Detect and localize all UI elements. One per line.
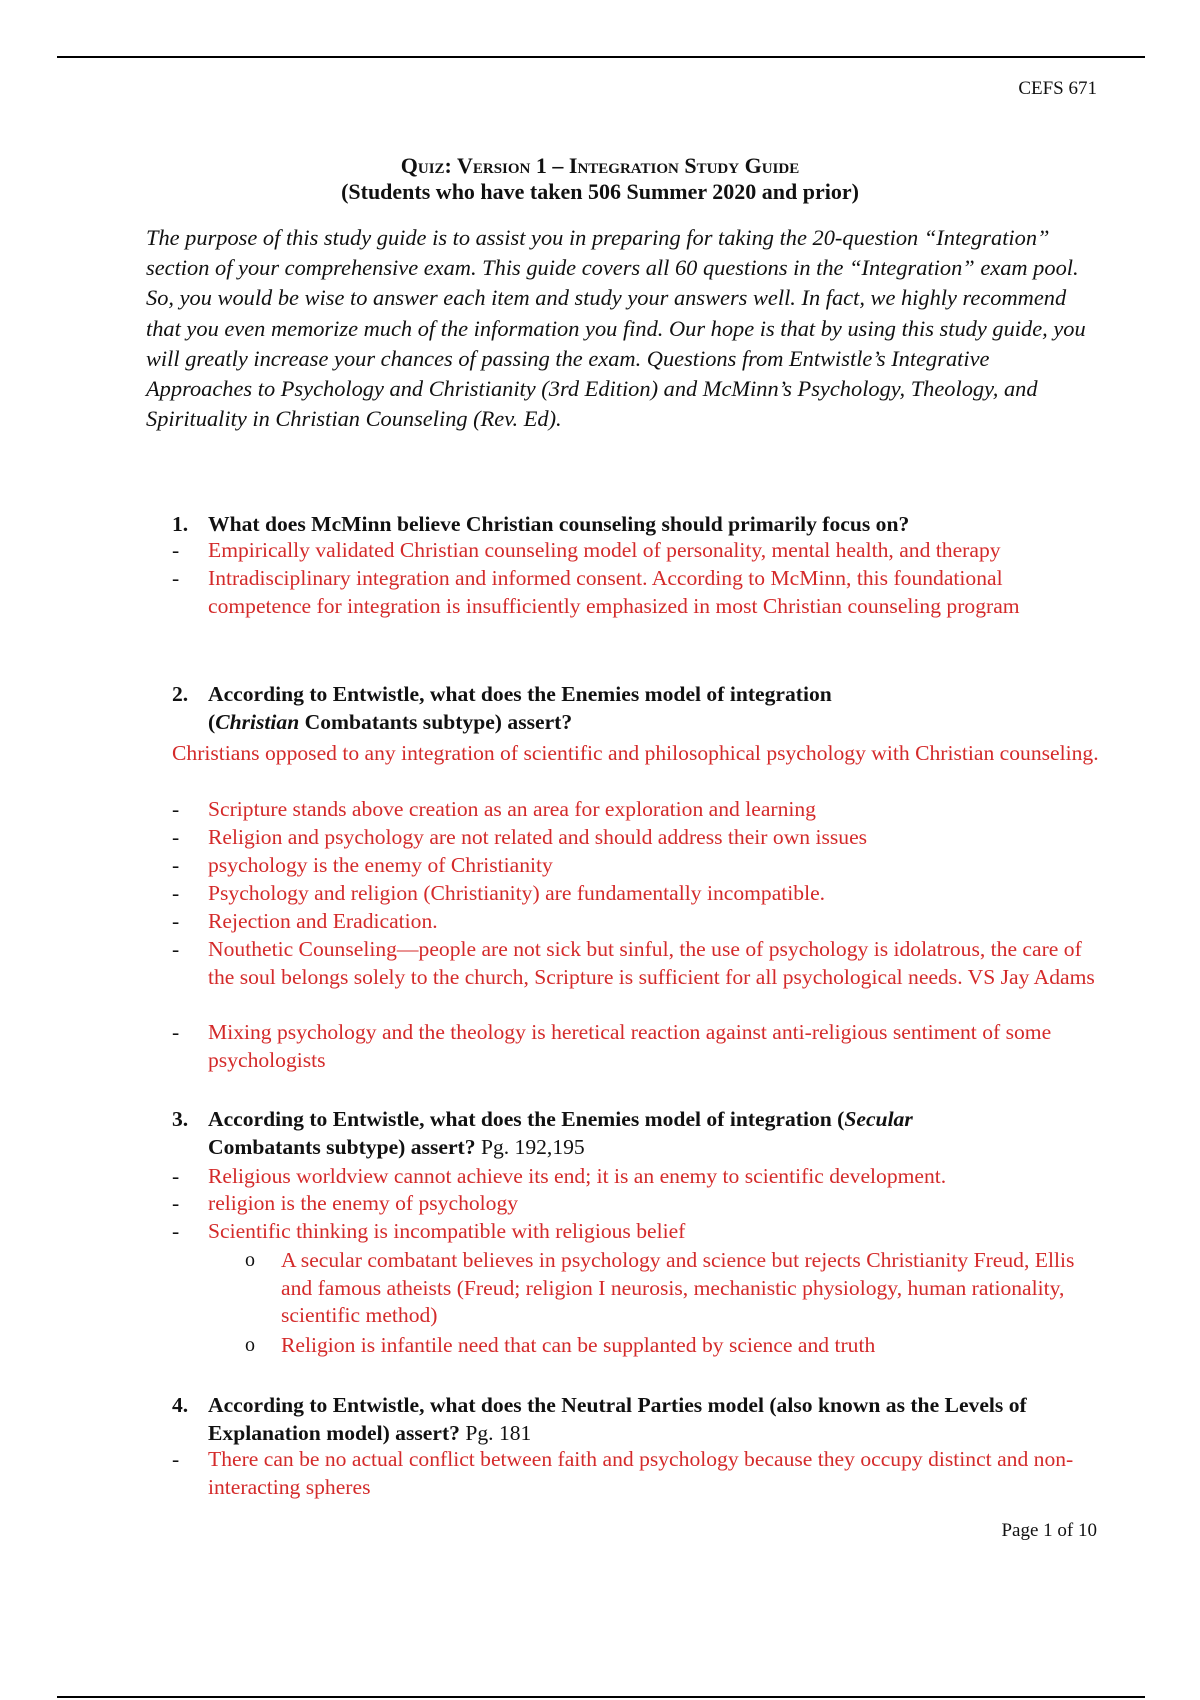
answer-item <box>172 565 1102 620</box>
question-1 <box>172 510 1107 538</box>
question-number: 1. <box>172 512 189 536</box>
intro-paragraph: The purpose of this study guide is to assist you in preparing for taking the 20-question “Integration” section of your comprehensive exam. This guide covers all 60 questions in the “Integration” exam pool. So, you would be wise to answer each item and study your answers well. In fact, we highly recommend that you even memorize much of the information you find. Our hope is that by using this study guide, you will greatly increase your chances of passing the exam. Questions from Entwistle’s Integrative Approaches to Psychology and Christianity (3rd Edition) and McMinn’s Psychology, Theology, and Spirituality in Christian Counseling (Rev. Ed). <box>146 225 1086 432</box>
sub-answer-item: o Religion is infantile need that can be supplanted by science and truth <box>245 1332 1105 1360</box>
question-text: According to Entwistle, what does the Neutral Parties model (also known as the Levels of Explanation model) assert? Pg. 181 <box>208 1393 1027 1445</box>
answer-item: - psychology is the enemy of Christianity <box>172 853 553 877</box>
answer-item <box>172 537 1102 565</box>
answer-item: - Scientific thinking is incompatible with religious belief <box>172 1219 686 1243</box>
page-title: Quiz: Version 1 – Integration Study Guide <box>400 153 800 178</box>
page-reference: Pg. 192,195 <box>480 1135 585 1159</box>
question-number: 3. <box>172 1107 189 1131</box>
question-2 <box>172 680 1107 736</box>
answer-item: - Rejection and Eradication. <box>172 909 438 933</box>
answer-item: - religion is the enemy of psychology <box>172 1191 519 1215</box>
answer-text: Intradisciplinary integration and informed consent. According to McMinn, this foundational competence for integration is insufficiently emphasized in most Christian counseling program <box>208 566 1020 618</box>
question-number: 2. <box>172 682 189 706</box>
title-block <box>0 153 1200 205</box>
dash-bullet: - <box>172 538 180 562</box>
answer-item: - Psychology and religion (Christianity) are fundamentally incompatible. <box>172 881 826 905</box>
top-rule <box>57 56 1145 58</box>
circle-bullet: o <box>245 1249 255 1271</box>
question-number: 4. <box>172 1393 189 1417</box>
bottom-rule <box>57 1696 1145 1698</box>
dash-bullet: - <box>172 566 180 590</box>
answer-item: - There can be no actual conflict between faith and psychology because they occupy distinct and non-interacting spheres <box>172 1447 1074 1499</box>
question-text: According to Entwistle, what does the Enemies model of integration (Secular Combatants subtype) assert? Pg. 192,195 <box>208 1107 913 1159</box>
page-subtitle: (Students who have taken 506 Summer 2020 and prior) <box>341 179 859 204</box>
question-4 <box>172 1391 1107 1447</box>
page-reference: Pg. 181 <box>465 1421 532 1445</box>
answer-text: Empirically validated Christian counseling model of personality, mental health, and therapy <box>208 538 1001 562</box>
question-3 <box>172 1105 1107 1161</box>
circle-bullet: o <box>245 1334 255 1356</box>
answer-item: - Scripture stands above creation as an area for exploration and learning <box>172 797 816 821</box>
answer-item: - Mixing psychology and the theology is heretical reaction against anti-religious sentiment of some psychologists <box>172 1020 1052 1072</box>
answer-item: - Nouthetic Counseling—people are not sick but sinful, the use of psychology is idolatrous, the care of the soul belongs solely to the church, Scripture is sufficient for all psychological needs. VS Jay Adams <box>172 937 1095 989</box>
sub-answer-item: o A secular combatant believes in psychology and science but rejects Christianity Freud, Ellis and famous atheists (Freud; religion I neurosis, mechanistic physiology, human rationality, scientific method) <box>245 1248 1075 1328</box>
question-text: What does McMinn believe Christian counseling should primarily focus on? <box>208 512 910 536</box>
page-number: Page 1 of 10 <box>1001 1520 1097 1541</box>
question-text: According to Entwistle, what does the Enemies model of integration (Christian Combatants subtype) assert? <box>208 682 832 734</box>
course-code: CEFS 671 <box>1018 78 1097 99</box>
answer-item: - Religion and psychology are not related and should address their own issues <box>172 825 868 849</box>
answer-item: - Religious worldview cannot achieve its end; it is an enemy to scientific development. <box>172 1164 947 1188</box>
answer-intro: Christians opposed to any integration of scientific and philosophical psychology with Christian counseling. <box>172 741 1099 765</box>
